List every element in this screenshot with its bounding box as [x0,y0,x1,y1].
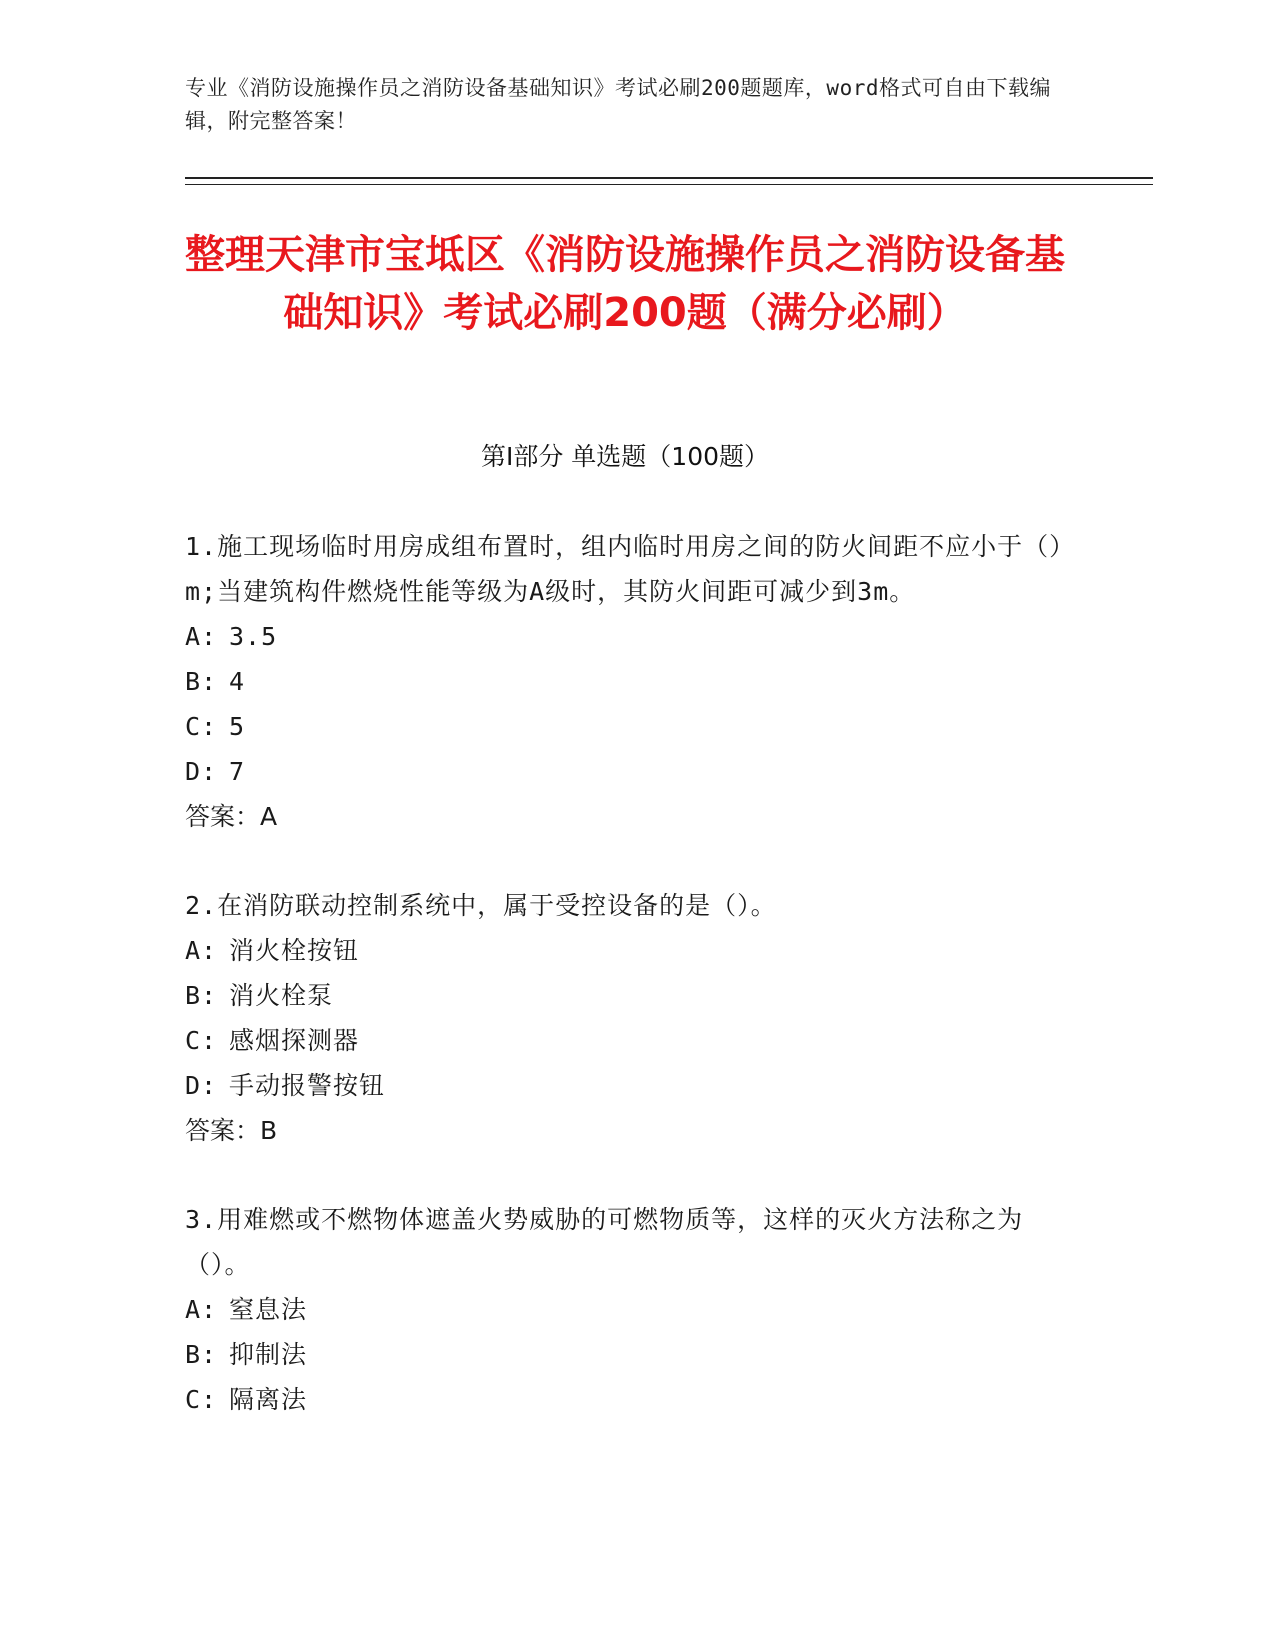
section-heading: 第Ⅰ部分 单选题（100题） [480,442,770,471]
option-text: 手动报警按钮 [229,1071,386,1100]
option-text: 7 [229,757,246,786]
option-letter: C: [185,1385,218,1414]
option-text: 4 [229,667,246,696]
option-letter: A: [185,1295,218,1324]
question-stem: 2.在消防联动控制系统中，属于受控设备的是（）。 [185,891,777,920]
option-text: 隔离法 [229,1385,308,1414]
option-text: 消火栓泵 [229,981,334,1010]
option-b [185,1332,1065,1377]
option-a [185,1287,1065,1332]
question-2 [185,883,1065,1153]
option-a [185,928,1065,973]
option-a [185,614,1065,659]
option-d [185,1063,1065,1108]
option-letter: B: [185,667,218,696]
question-stem: 1.施工现场临时用房成组布置时，组内临时用房之间的防火间距不应小于（）m;当建筑构件燃烧性能等级为A级时，其防火间距可减少到3m。 [185,532,1063,606]
option-text: 窒息法 [229,1295,308,1324]
option-b [185,973,1065,1018]
question-1 [185,524,1065,839]
answer-line: 答案：A [185,802,278,831]
header-divider-thick [185,177,1153,179]
option-b [185,659,1065,704]
question-stem: 3.用难燃或不燃物体遮盖火势威胁的可燃物质等，这样的灭火方法称之为（）。 [185,1205,1024,1279]
option-text: 感烟探测器 [229,1026,360,1055]
option-d [185,749,1065,794]
option-letter: D: [185,757,218,786]
header-note: 专业《消防设施操作员之消防设备基础知识》考试必刷200题题库，word格式可自由下载编辑，附完整答案！ [185,76,1051,133]
option-letter: A: [185,622,218,651]
option-c [185,704,1065,749]
answer-line: 答案：B [185,1116,278,1145]
option-text: 抑制法 [229,1340,308,1369]
option-letter: B: [185,981,218,1010]
header-divider-thin [185,184,1153,185]
option-letter: D: [185,1071,218,1100]
option-letter: C: [185,712,218,741]
option-c [185,1018,1065,1063]
option-c [185,1377,1065,1422]
option-letter: A: [185,936,218,965]
question-list [185,524,1065,1466]
document-title: 整理天津市宝坻区《消防设施操作员之消防设备基础知识》考试必刷200题（满分必刷） [185,232,1065,336]
question-3 [185,1197,1065,1422]
option-text: 5 [229,712,246,741]
option-text: 消火栓按钮 [229,936,360,965]
option-text: 3.5 [229,622,278,651]
option-letter: B: [185,1340,218,1369]
option-letter: C: [185,1026,218,1055]
